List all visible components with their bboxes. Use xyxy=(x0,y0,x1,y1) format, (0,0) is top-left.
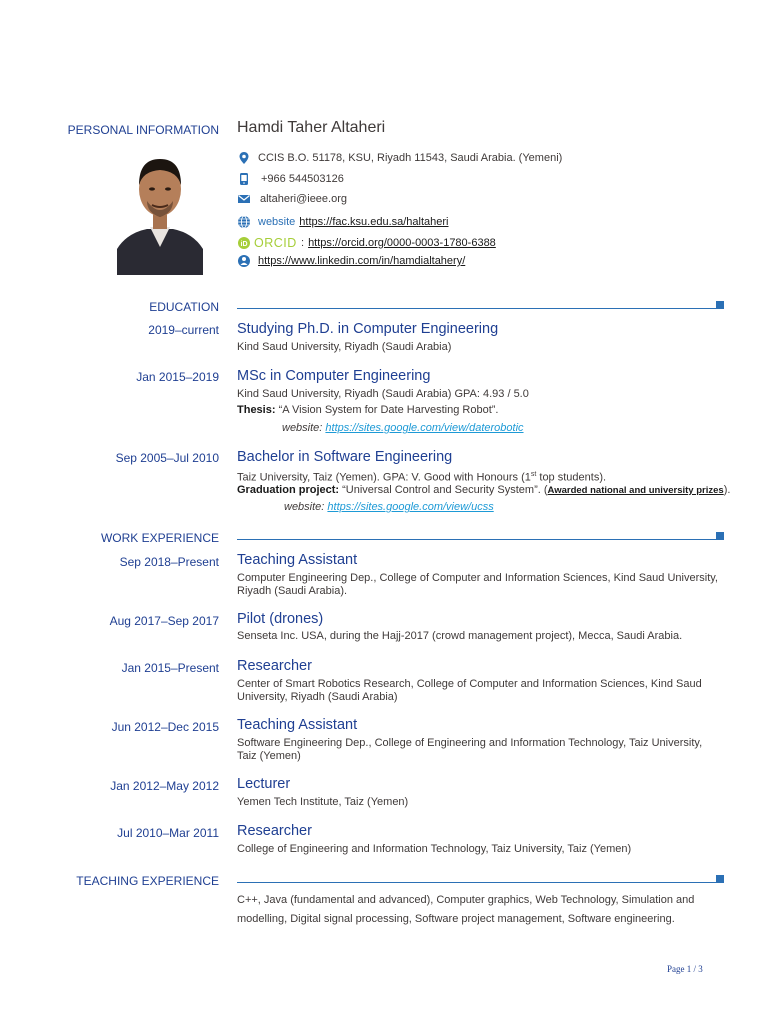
work-divider-marker xyxy=(716,532,724,540)
education-project xyxy=(237,484,731,497)
globe-icon xyxy=(237,215,251,229)
education-institution: Kind Saud University, Riyadh (Saudi Arabia) xyxy=(237,341,452,353)
education-website xyxy=(284,501,684,514)
work-description: Yemen Tech Institute, Taiz (Yemen) xyxy=(237,796,409,808)
linkedin-icon xyxy=(237,254,251,268)
education-divider xyxy=(237,308,716,309)
section-label-personal: PERSONAL INFORMATION xyxy=(67,123,219,137)
education-title: MSc in Computer Engineering xyxy=(237,368,431,384)
location-pin-icon xyxy=(237,151,251,165)
education-website-link[interactable]: https://sites.google.com/view/ucss xyxy=(327,501,494,513)
work-title: Lecturer xyxy=(237,776,291,792)
linkedin-row xyxy=(237,253,465,269)
work-title: Teaching Assistant xyxy=(237,717,358,733)
work-date: Jul 2010–Mar 2011 xyxy=(117,826,219,840)
website-row xyxy=(237,214,449,230)
orcid-logo-text: ORCID xyxy=(254,236,297,250)
education-title: Studying Ph.D. in Computer Engineering xyxy=(237,321,499,337)
work-title: Researcher xyxy=(237,658,312,674)
person-name: Hamdi Taher Altaheri xyxy=(237,119,386,136)
education-institution xyxy=(237,468,719,485)
education-website-link[interactable]: https://sites.google.com/view/daterobotic xyxy=(325,422,524,434)
svg-text:iD: iD xyxy=(240,241,248,248)
work-date: Jan 2015–Present xyxy=(121,661,219,675)
education-date: 2019–current xyxy=(148,323,219,337)
education-date: Sep 2005–Jul 2010 xyxy=(115,451,219,465)
education-date: Jan 2015–2019 xyxy=(136,370,219,384)
orcid-link[interactable]: https://orcid.org/0000-0003-1780-6388 xyxy=(308,237,496,249)
education-title: Bachelor in Software Engineering xyxy=(237,449,453,465)
work-description: Computer Engineering Dep., College of Computer and Information Sciences, Kind Saud University, Riyadh (Saudi Arabia). xyxy=(237,572,718,597)
website-label: website xyxy=(258,216,296,228)
address-text: CCIS B.O. 51178, KSU, Riyadh 11543, Saudi Arabia. (Yemeni) xyxy=(258,152,563,164)
ordinal-suffix: st xyxy=(530,471,537,478)
email-text[interactable]: altaheri@ieee.org xyxy=(260,193,347,205)
work-description: Center of Smart Robotics Research, College of Computer and Information Sciences, Kind Saud University, Riyadh (Saudi Arabia) xyxy=(237,678,702,703)
project-end: ). xyxy=(723,484,731,496)
linkedin-link[interactable]: https://www.linkedin.com/in/hamdialtahery/ xyxy=(258,255,466,267)
address-row xyxy=(237,150,562,166)
section-label-work: WORK EXPERIENCE xyxy=(100,531,219,545)
project-text: “Universal Control and Security System”. ( xyxy=(342,484,548,496)
work-date: Aug 2017–Sep 2017 xyxy=(109,614,219,628)
education-institution: Kind Saud University, Riyadh (Saudi Arabia) GPA: 4.93 / 5.0 xyxy=(237,388,529,400)
thesis-text: “A Vision System for Date Harvesting Robot”. xyxy=(278,404,499,416)
work-title: Pilot (drones) xyxy=(237,611,324,627)
institution-text: Taiz University, Taiz (Yemen). GPA: V. Good with Honours (1 xyxy=(237,471,531,484)
mobile-phone-icon xyxy=(237,172,251,186)
page-number: Page 1 / 3 xyxy=(667,964,703,974)
phone-text: +966 544503126 xyxy=(261,173,344,185)
teaching-description: C++, Java (fundamental and advanced), Computer graphics, Web Technology, Simulation and modelling, Digital signal processing, Software project management, Software engineering. xyxy=(237,894,695,925)
prize-text: Awarded national and university prizes xyxy=(547,485,724,496)
work-description: College of Engineering and Information Technology, Taiz University, Taiz (Yemen) xyxy=(237,843,632,855)
section-label-education: EDUCATION xyxy=(149,300,219,314)
website-link[interactable]: https://fac.ksu.edu.sa/haltaheri xyxy=(299,216,449,228)
teaching-divider xyxy=(237,882,716,883)
email-row xyxy=(237,191,347,207)
orcid-separator: : xyxy=(301,237,305,249)
work-date: Jun 2012–Dec 2015 xyxy=(111,720,219,734)
profile-photo xyxy=(117,149,203,275)
work-title: Researcher xyxy=(237,823,312,839)
work-description: Senseta Inc. USA, during the Hajj-2017 (crowd management project), Mecca, Saudi Arabia. xyxy=(237,630,683,642)
institution-text-end: top students). xyxy=(536,471,607,484)
project-label: Graduation project: xyxy=(237,484,340,496)
thesis-label: Thesis: xyxy=(237,404,276,416)
website-label: website: xyxy=(282,422,323,434)
education-thesis xyxy=(237,404,719,417)
website-label: website: xyxy=(284,501,325,513)
work-title: Teaching Assistant xyxy=(237,552,358,568)
work-date: Jan 2012–May 2012 xyxy=(110,779,219,793)
education-divider-marker xyxy=(716,301,724,309)
phone-row xyxy=(237,171,344,187)
education-website xyxy=(282,422,682,435)
orcid-row xyxy=(237,235,496,251)
envelope-icon xyxy=(237,192,251,206)
work-divider xyxy=(237,539,716,540)
work-date: Sep 2018–Present xyxy=(119,555,219,569)
work-description: Software Engineering Dep., College of Engineering and Information Technology, Taiz University, Taiz (Yemen) xyxy=(237,737,703,762)
teaching-divider-marker xyxy=(716,875,724,883)
section-label-teaching: TEACHING EXPERIENCE xyxy=(76,874,219,888)
